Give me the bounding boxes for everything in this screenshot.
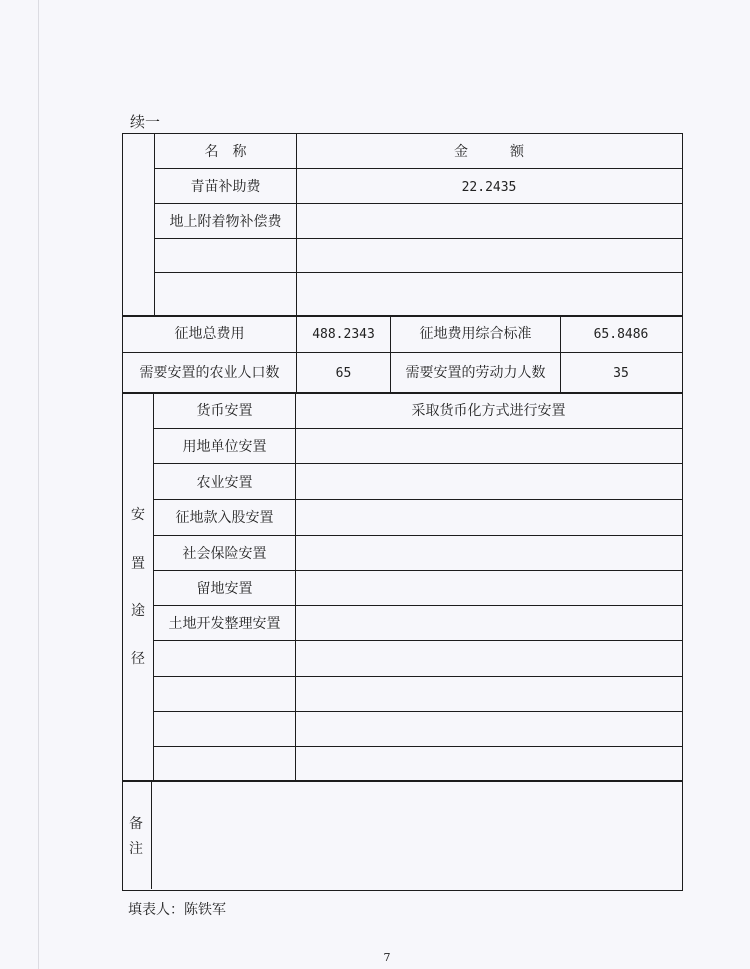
- remarks-vertical-label: 注: [129, 841, 143, 857]
- total-fee-value: 488.2343: [312, 327, 375, 342]
- resettlement-method: 农业安置: [196, 475, 253, 491]
- labor-label: 需要安置的劳动力人数: [405, 365, 546, 381]
- item-amount: 22.2435: [461, 180, 517, 195]
- resettlement-vertical-label: 径: [131, 651, 145, 667]
- header-amount: 金 额: [454, 144, 524, 160]
- filler-name: 陈铁军: [184, 902, 226, 918]
- resettlement-method: 用地单位安置: [182, 439, 267, 455]
- remarks-section: [122, 780, 683, 891]
- resettlement-detail: 采取货币化方式进行安置: [411, 403, 566, 419]
- resettlement-method: 土地开发整理安置: [168, 616, 281, 632]
- agri-pop-label: 需要安置的农业人口数: [139, 365, 280, 381]
- header-name: 名 称: [204, 144, 247, 160]
- remarks-vertical-label: 备: [129, 816, 143, 832]
- resettlement-method: 社会保险安置: [182, 546, 267, 562]
- standard-label: 征地费用综合标准: [419, 326, 532, 342]
- resettlement-vertical-label: 途: [131, 603, 145, 619]
- resettlement-method: 留地安置: [196, 581, 253, 597]
- total-fee-label: 征地总费用: [174, 326, 245, 342]
- resettlement-vertical-label: 置: [131, 556, 145, 572]
- agri-pop-value: 65: [335, 366, 352, 381]
- page-number: 7: [383, 951, 391, 964]
- scan-edge-mark: [38, 0, 39, 969]
- item-name: 地上附着物补偿费: [169, 214, 282, 230]
- resettlement-vertical-label: 安: [131, 507, 145, 523]
- resettlement-method: 货币安置: [196, 403, 253, 419]
- filler-label: 填表人：: [128, 902, 184, 918]
- standard-value: 65.8486: [593, 327, 649, 342]
- item-name: 青苗补助费: [190, 179, 261, 195]
- labor-value: 35: [613, 366, 629, 381]
- resettlement-method: 征地款入股安置: [175, 510, 274, 526]
- continued-label: 续一: [130, 113, 161, 131]
